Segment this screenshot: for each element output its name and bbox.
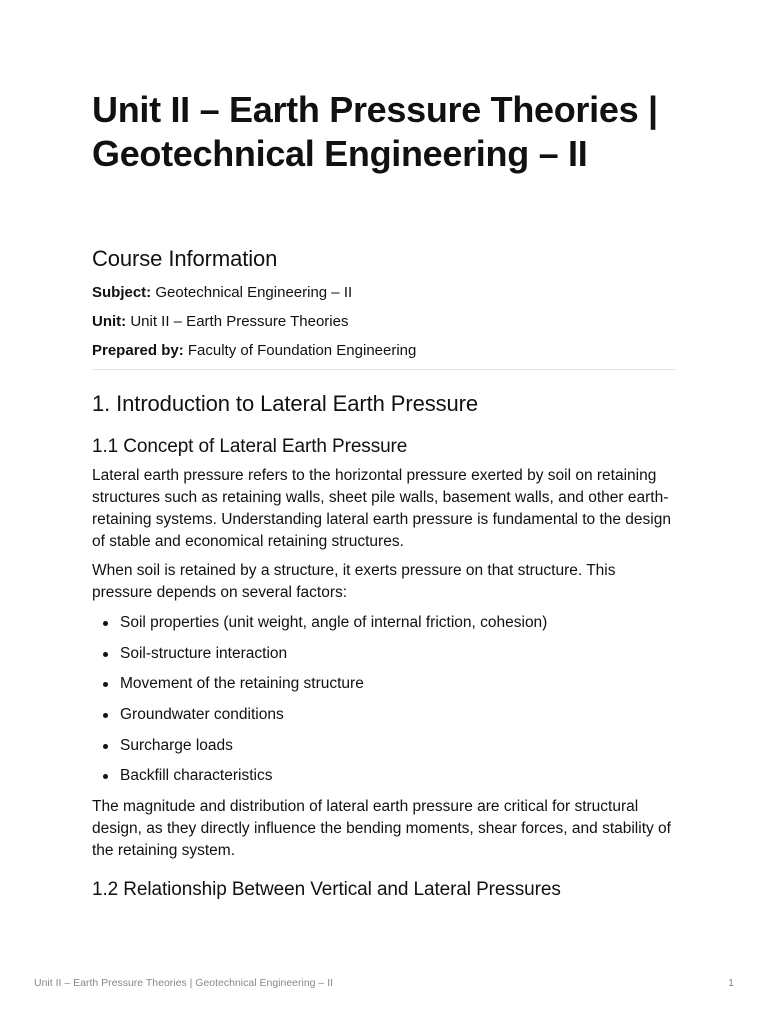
section-1-heading: 1. Introduction to Lateral Earth Pressure xyxy=(92,391,479,416)
section-1-2-heading: 1.2 Relationship Between Vertical and Lateral Pressures xyxy=(92,879,561,900)
bullet-icon xyxy=(103,652,108,657)
subject-line xyxy=(92,283,352,303)
section-1-1-heading: 1.1 Concept of Lateral Earth Pressure xyxy=(92,436,408,457)
list-item-text: Movement of the retaining structure xyxy=(120,675,364,693)
footer-page-number: 1 xyxy=(728,977,734,989)
prepared-by-label: Prepared by: xyxy=(92,342,184,359)
list-item xyxy=(92,704,676,735)
footer-running-title: Unit II – Earth Pressure Theories | Geotechnical Engineering – II xyxy=(34,977,334,989)
list-item xyxy=(92,765,676,796)
paragraph-factors-intro: When soil is retained by a structure, it exerts pressure on that structure. This pressure depends on several factors: xyxy=(92,562,616,601)
list-item-text: Groundwater conditions xyxy=(120,706,284,724)
course-info-heading: Course Information xyxy=(92,246,278,271)
subject-value: Geotechnical Engineering – II xyxy=(155,284,353,301)
subject-label: Subject: xyxy=(92,284,152,301)
list-item-text: Soil properties (unit weight, angle of internal friction, cohesion) xyxy=(120,614,548,631)
section-divider xyxy=(92,369,676,370)
bullet-icon xyxy=(103,682,108,687)
bullet-icon xyxy=(103,774,108,779)
prepared-by-line xyxy=(92,341,416,361)
paragraph-magnitude: The magnitude and distribution of lateral earth pressure are critical for structural design, as they directly influence the bending moments, shear forces, and stability of the retaining system. xyxy=(92,798,671,859)
prepared-by-value: Faculty of Foundation Engineering xyxy=(187,342,417,359)
bullet-icon xyxy=(103,713,108,718)
document-title: Unit II – Earth Pressure Theories | Geotechnical Engineering – II xyxy=(92,89,658,174)
list-item-text: Surcharge loads xyxy=(120,736,233,754)
list-item xyxy=(92,673,676,704)
list-item-text: Backfill characteristics xyxy=(120,767,273,785)
bullet-icon xyxy=(103,744,108,749)
list-item-text: Soil-structure interaction xyxy=(120,644,288,662)
list-item xyxy=(92,612,676,643)
list-item xyxy=(92,643,676,674)
unit-label: Unit: xyxy=(92,313,127,330)
unit-value: Unit II – Earth Pressure Theories xyxy=(130,313,349,330)
list-item xyxy=(92,735,676,766)
bullet-icon xyxy=(103,621,108,626)
unit-line xyxy=(92,312,348,332)
paragraph-concept: Lateral earth pressure refers to the horizontal pressure exerted by soil on retaining structures such as retaining walls, sheet pile walls, basement walls, and other earth-retaining systems. Understanding lateral earth pressure is fundamental to the design of stable and economical retaining structures. xyxy=(92,467,671,550)
factors-list xyxy=(92,612,676,796)
